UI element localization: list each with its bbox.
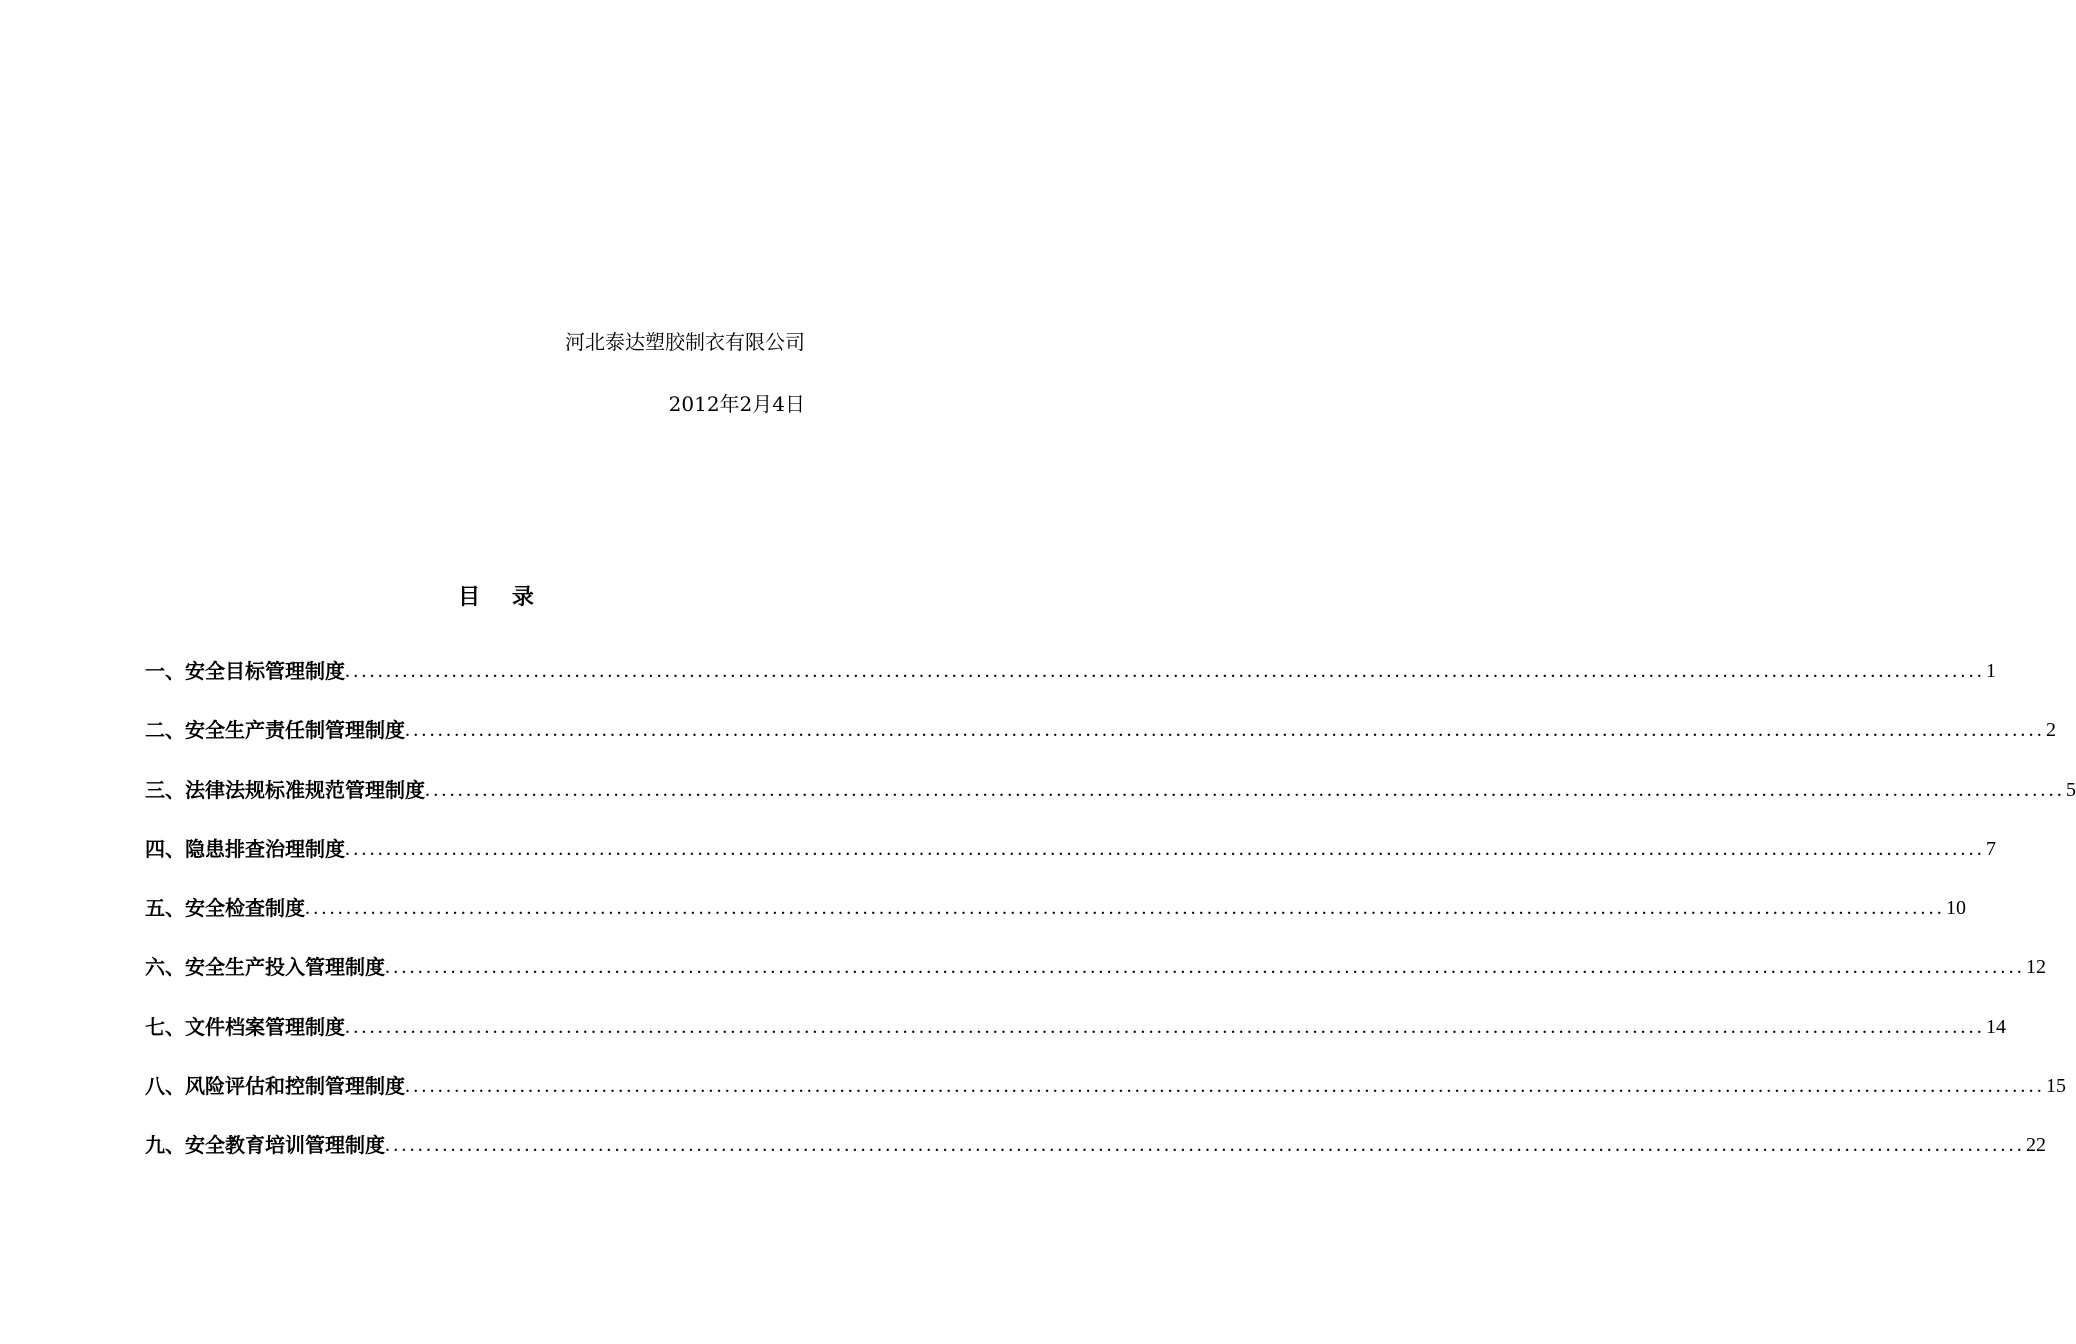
toc-entry-label: 八、风险评估和控制管理制度: [145, 1073, 405, 1098]
toc-entry[interactable]: [145, 1129, 2046, 1188]
toc-entry-page: 5: [2066, 778, 2076, 801]
toc-entry-page: 15: [2046, 1074, 2066, 1097]
document-date: 2012年2月4日: [668, 392, 805, 416]
toc-entry-label: 四、隐患排查治理制度: [145, 836, 345, 861]
toc-leader-dots: ........................................................................................................................................................................................................: [345, 1015, 1985, 1038]
toc-entry[interactable]: [145, 833, 1996, 892]
toc-entry-page: 1: [1986, 660, 1996, 682]
toc-entry-page: 7: [1986, 837, 1996, 860]
company-name: 河北泰达塑胶制衣有限公司: [565, 330, 805, 354]
toc-leader-dots: ........................................................................................................................................................................................................: [385, 956, 2025, 979]
toc-entry-label: 五、安全检查制度: [145, 896, 305, 920]
toc-entry-label: 三、法律法规标准规范管理制度: [145, 777, 425, 802]
toc-entry[interactable]: [145, 892, 1966, 951]
toc-entry-label: 二、安全生产责任制管理制度: [145, 718, 405, 743]
toc-entry[interactable]: [145, 774, 2076, 833]
toc-entry-label: 一、安全目标管理制度: [145, 659, 345, 683]
toc-leader-dots: ........................................................................................................................................................................................................: [345, 660, 1985, 682]
toc-leader-dots: ........................................................................................................................................................................................................: [345, 837, 1985, 860]
toc-entry[interactable]: [145, 714, 2056, 773]
toc-entry[interactable]: [145, 1070, 2066, 1129]
toc-leader-dots: ........................................................................................................................................................................................................: [425, 778, 2065, 801]
toc-entry-page: 22: [2026, 1134, 2046, 1156]
toc-entry-page: 14: [1986, 1015, 2006, 1038]
toc-entry[interactable]: [145, 1011, 2006, 1070]
toc-entry-page: 12: [2026, 956, 2046, 979]
toc-entry-label: 九、安全教育培训管理制度: [145, 1133, 385, 1157]
toc-entry-label: 七、文件档案管理制度: [145, 1014, 345, 1039]
toc-entry[interactable]: [145, 655, 1996, 714]
table-of-contents: [145, 655, 2076, 1188]
toc-entry[interactable]: [145, 951, 2046, 1010]
toc-entry-label: 六、安全生产投入管理制度: [145, 955, 385, 980]
toc-entry-page: 10: [1946, 897, 1966, 919]
toc-entry-page: 2: [2046, 719, 2056, 742]
toc-leader-dots: ........................................................................................................................................................................................................: [405, 719, 2045, 742]
toc-leader-dots: ........................................................................................................................................................................................................: [385, 1134, 2025, 1156]
toc-title: 目 录: [458, 584, 546, 610]
toc-leader-dots: ........................................................................................................................................................................................................: [305, 897, 1945, 919]
toc-leader-dots: ........................................................................................................................................................................................................: [405, 1074, 2045, 1097]
